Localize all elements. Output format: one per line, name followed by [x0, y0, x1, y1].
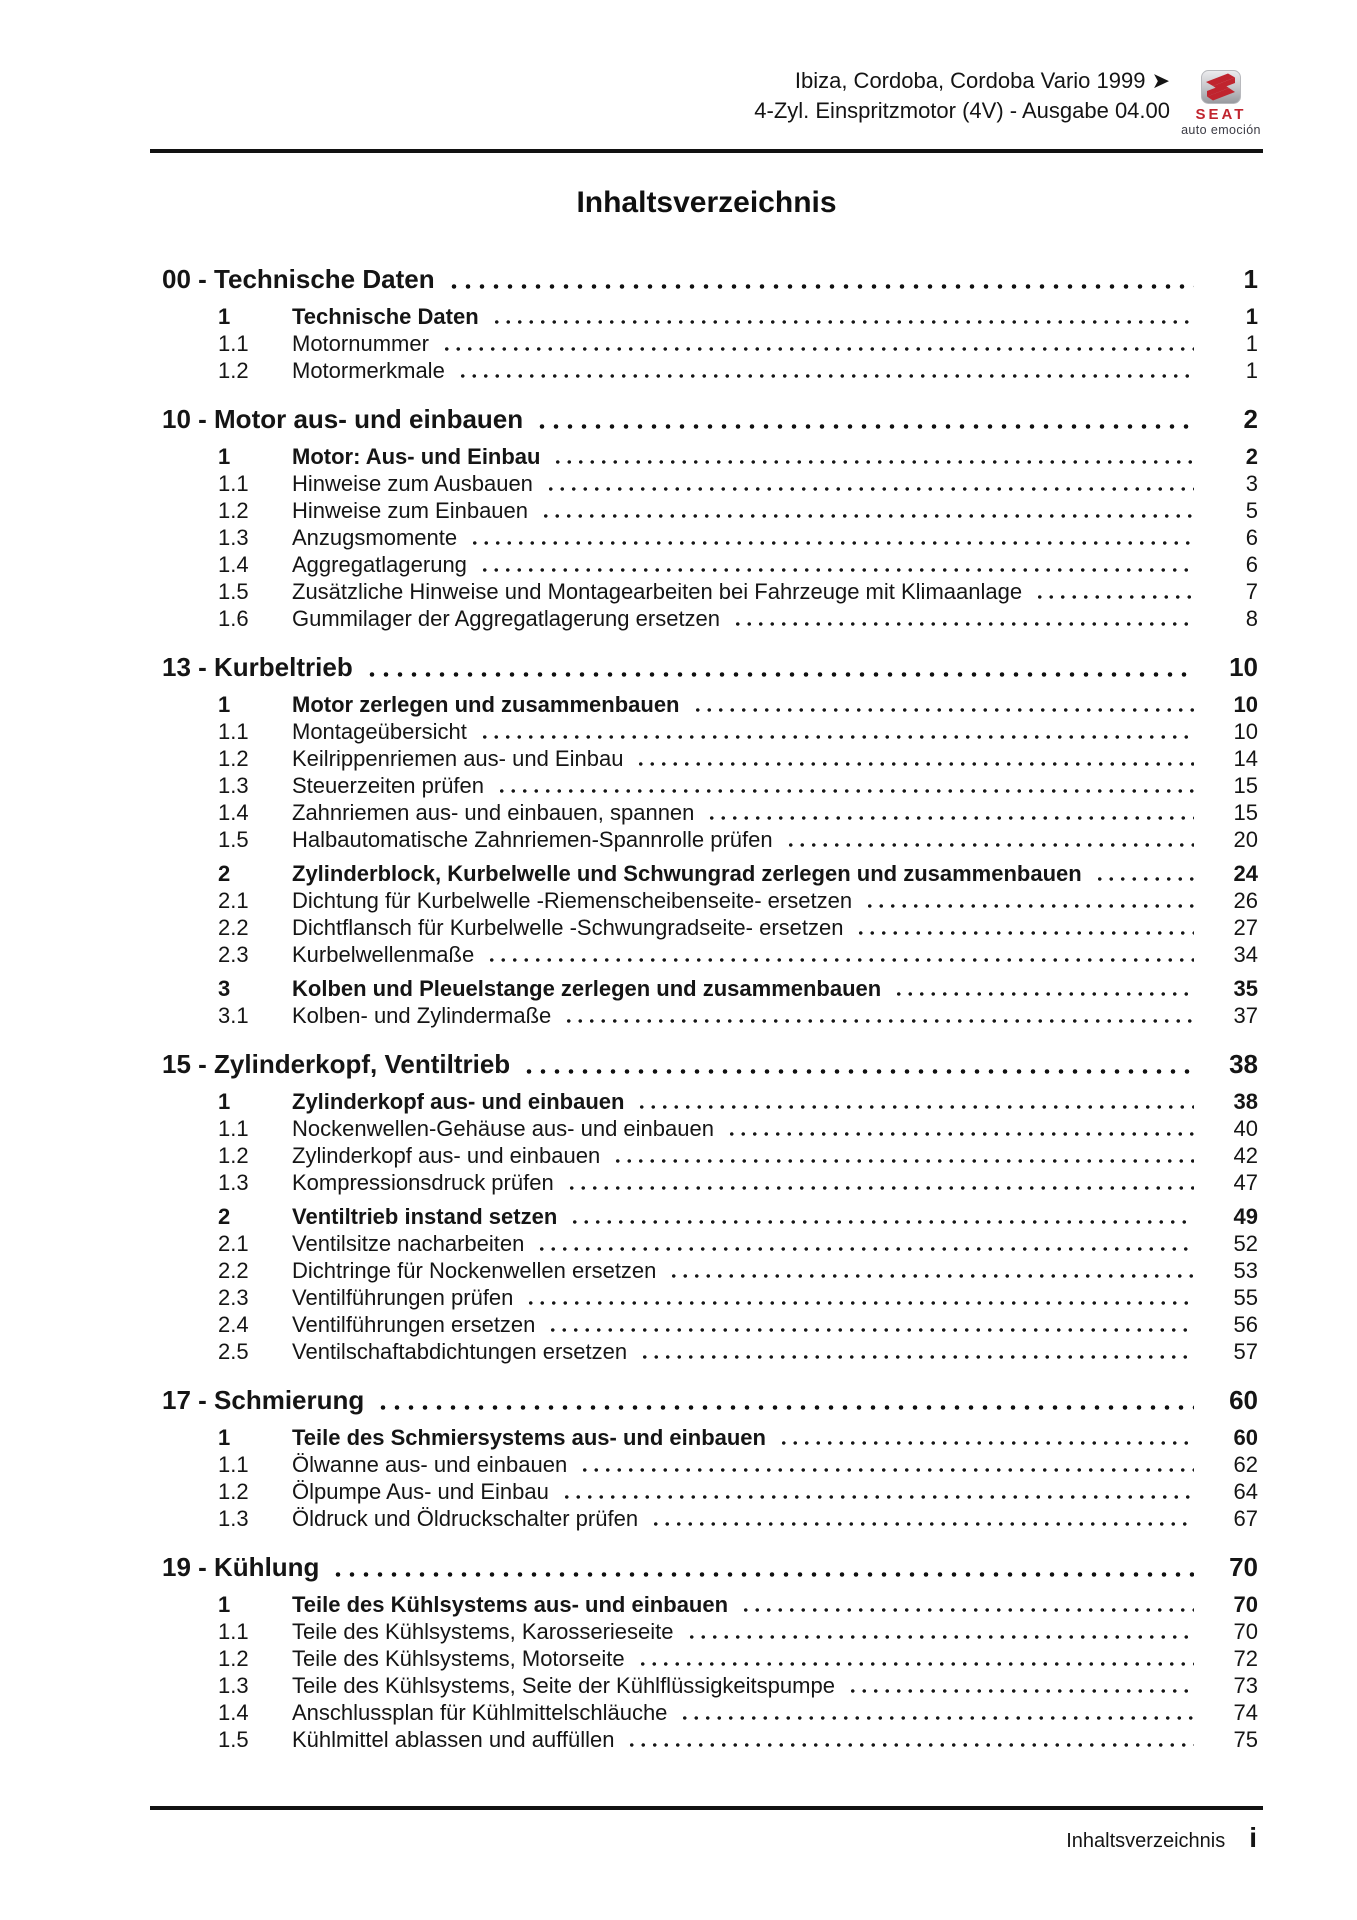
- toc-entry-title: Hinweise zum Einbauen: [292, 498, 529, 523]
- toc-entry-row: [218, 443, 1258, 470]
- toc-entry-title: Ölpumpe Aus- und Einbau: [292, 1479, 549, 1504]
- toc-entry-page: 10: [1233, 692, 1258, 717]
- header-model-line: Ibiza, Cordoba, Cordoba Vario 1999 ➤: [794, 68, 1170, 93]
- toc-entry-title: Ölwanne aus- und einbauen: [292, 1452, 568, 1477]
- toc-entry-number: 1: [218, 692, 231, 717]
- toc-section-page: 1: [1243, 264, 1258, 294]
- toc-entry-page: 27: [1233, 915, 1258, 940]
- dot-leader: [331, 1550, 1194, 1584]
- toc-entry-page: 74: [1233, 1700, 1258, 1725]
- toc-entry-title: Hinweise zum Ausbauen: [292, 471, 533, 496]
- toc-entry-number: 2.1: [218, 1231, 249, 1256]
- toc-section-page: 10: [1229, 652, 1258, 682]
- toc-entry-number: 2.3: [218, 1285, 249, 1310]
- toc-section-page: 60: [1229, 1385, 1258, 1415]
- toc-entry-number: 1.4: [218, 1700, 249, 1725]
- dot-leader: [457, 357, 1194, 384]
- dot-leader: [552, 443, 1194, 470]
- toc-entry-title: Teile des Kühlsystems aus- und einbauen: [292, 1592, 729, 1617]
- toc-entry-row: [218, 860, 1258, 887]
- toc-entry-page: 26: [1233, 888, 1258, 913]
- toc-entry-title: Ventilsitze nacharbeiten: [292, 1231, 525, 1256]
- toc-entry-title: Zylinderkopf aus- und einbauen: [292, 1143, 601, 1168]
- toc-entry-page: 3: [1245, 471, 1258, 496]
- toc-entry-title: Teile des Kühlsystems, Karosserieseite: [292, 1619, 674, 1644]
- dot-leader: [479, 551, 1194, 578]
- toc-section-label: 00 - Technische Daten: [162, 264, 435, 294]
- toc-entry-page: 67: [1233, 1506, 1258, 1531]
- toc-section-label: 10 - Motor aus- und einbauen: [162, 404, 524, 434]
- toc-entry-number: 1.3: [218, 1506, 249, 1531]
- toc-entry-number: 1.3: [218, 1673, 249, 1698]
- dot-leader: [855, 914, 1194, 941]
- dot-leader: [486, 941, 1194, 968]
- dot-leader: [566, 1169, 1194, 1196]
- toc-entry-page: 10: [1233, 719, 1258, 744]
- toc-entry-number: 1.2: [218, 1646, 249, 1671]
- toc-entry-title: Aggregatlagerung: [292, 552, 467, 577]
- footer-page-number: i: [1249, 1822, 1257, 1853]
- toc-entry-row: [218, 330, 1258, 357]
- toc-entry-row: [218, 497, 1258, 524]
- toc-entry-number: 2.1: [218, 888, 249, 913]
- toc-entry-row: [218, 1169, 1258, 1196]
- seat-emblem-icon: [1201, 70, 1241, 104]
- toc-entry-page: 57: [1233, 1339, 1258, 1364]
- dot-leader: [637, 1645, 1194, 1672]
- dot-leader: [479, 718, 1194, 745]
- dot-leader: [535, 402, 1194, 436]
- toc-entry-row: [218, 605, 1258, 632]
- toc-entry-number: 1.2: [218, 1479, 249, 1504]
- toc-entry-page: 34: [1233, 942, 1258, 967]
- toc-section-label: 19 - Kühlung: [162, 1552, 320, 1582]
- toc-entry-row: [218, 772, 1258, 799]
- dot-leader: [547, 1311, 1194, 1338]
- seat-tagline: auto emoción: [1181, 123, 1261, 137]
- dot-leader: [686, 1618, 1195, 1645]
- toc-entry-title: Kurbelwellenmaße: [292, 942, 475, 967]
- toc-section-row: [162, 1383, 1258, 1417]
- toc-entry-title: Motornummer: [292, 331, 429, 356]
- toc-entry-title: Kühlmittel ablassen und auffüllen: [292, 1727, 615, 1752]
- dot-leader: [668, 1257, 1194, 1284]
- toc-entry-title: Kolben- und Zylindermaße: [292, 1003, 552, 1028]
- footer-label: Inhaltsverzeichnis: [1066, 1830, 1226, 1852]
- page-content: [150, 0, 1263, 1920]
- toc-entry-number: 2.3: [218, 942, 249, 967]
- dot-leader: [726, 1115, 1194, 1142]
- toc-entry-number: 1.2: [218, 498, 249, 523]
- dot-leader: [1034, 578, 1194, 605]
- seat-wordmark: SEAT: [1195, 106, 1247, 123]
- dot-leader: [496, 772, 1194, 799]
- footer-rule: [150, 1806, 1263, 1810]
- toc-entry-page: 14: [1233, 746, 1258, 771]
- toc-entry-page: 73: [1233, 1673, 1258, 1698]
- toc-entry-title: Steuerzeiten prüfen: [292, 773, 485, 798]
- toc-entry-page: 7: [1245, 579, 1258, 604]
- header-rule: [150, 149, 1263, 153]
- toc-section-page: 70: [1229, 1552, 1258, 1582]
- dot-leader: [778, 1424, 1194, 1451]
- page-header: [150, 66, 1263, 126]
- dot-leader: [1094, 860, 1194, 887]
- dot-leader: [650, 1505, 1194, 1532]
- toc-entry-title: Kolben und Pleuelstange zerlegen und zusammenbauen: [292, 976, 882, 1001]
- toc-entry-number: 1.1: [218, 719, 249, 744]
- dot-leader: [536, 1230, 1194, 1257]
- toc-entry-title: Ventilschaftabdichtungen ersetzen: [292, 1339, 628, 1364]
- dot-leader: [635, 745, 1194, 772]
- toc-section-row: [162, 1550, 1258, 1584]
- toc-entry-title: Öldruck und Öldruckschalter prüfen: [292, 1506, 639, 1531]
- toc-entry-row: [218, 718, 1258, 745]
- dot-leader: [639, 1338, 1194, 1365]
- dot-leader: [864, 887, 1194, 914]
- toc-entry-row: [218, 1478, 1258, 1505]
- toc-entry-page: 20: [1233, 827, 1258, 852]
- toc-entry-page: 1: [1245, 304, 1258, 329]
- toc-entry-row: [218, 1002, 1258, 1029]
- dot-leader: [626, 1726, 1194, 1753]
- toc-entry-row: [218, 1645, 1258, 1672]
- toc-entry-row: [218, 1672, 1258, 1699]
- dot-leader: [561, 1478, 1194, 1505]
- toc-entry-title: Nockenwellen-Gehäuse aus- und einbauen: [292, 1116, 714, 1141]
- toc-entry-title: Ventilführungen prüfen: [292, 1285, 514, 1310]
- dot-leader: [469, 524, 1194, 551]
- toc-entry-row: [218, 914, 1258, 941]
- toc-entry-page: 8: [1245, 606, 1258, 631]
- toc-entry-number: 1.5: [218, 827, 249, 852]
- toc-entry-page: 6: [1245, 525, 1258, 550]
- toc-entry-title: Zusätzliche Hinweise und Montagearbeiten bei Fahrzeuge mit Klimaanlage: [292, 579, 1023, 604]
- dot-leader: [785, 826, 1194, 853]
- toc-entry-page: 38: [1233, 1089, 1258, 1114]
- toc-entry-row: [218, 1284, 1258, 1311]
- dot-leader: [365, 650, 1194, 684]
- toc-entry-number: 1.3: [218, 773, 249, 798]
- toc-entry-row: [218, 975, 1258, 1002]
- toc-entry-number: 2.2: [218, 915, 249, 940]
- toc-entry-row: [218, 1115, 1258, 1142]
- toc-entry-number: 1: [218, 304, 231, 329]
- toc-entry-page: 56: [1233, 1312, 1258, 1337]
- toc-entry-number: 2: [218, 1204, 231, 1229]
- toc-entry-page: 15: [1233, 800, 1258, 825]
- toc-entry-row: [218, 941, 1258, 968]
- toc-entry-row: [218, 1088, 1258, 1115]
- toc-entry-title: Teile des Kühlsystems, Seite der Kühlflüssigkeitspumpe: [292, 1673, 835, 1698]
- toc-entry-page: 2: [1245, 444, 1258, 469]
- toc-entry-page: 62: [1233, 1452, 1258, 1477]
- toc-entry-row: [218, 745, 1258, 772]
- page-footer: [150, 1822, 1257, 1854]
- toc-entry-title: Dichtflansch für Kurbelwelle -Schwungradseite- ersetzen: [292, 915, 844, 940]
- toc-entry-title: Ventiltrieb instand setzen: [292, 1204, 558, 1229]
- toc-entry-row: [218, 303, 1258, 330]
- toc-entry-title: Halbautomatische Zahnriemen-Spannrolle prüfen: [292, 827, 773, 852]
- toc-entry-page: 40: [1233, 1116, 1258, 1141]
- toc-entry-number: 1.2: [218, 746, 249, 771]
- dot-leader: [636, 1088, 1194, 1115]
- toc-entry-row: [218, 1424, 1258, 1451]
- toc-entry-number: 3.1: [218, 1003, 249, 1028]
- toc-section-label: 15 - Zylinderkopf, Ventiltrieb: [162, 1049, 511, 1079]
- toc-entry-number: 1: [218, 1089, 231, 1114]
- toc-section-row: [162, 650, 1258, 684]
- dot-leader: [545, 470, 1194, 497]
- toc-entry-row: [218, 1699, 1258, 1726]
- toc-entry-number: 1.5: [218, 579, 249, 604]
- toc-entry-row: [218, 1257, 1258, 1284]
- dot-leader: [447, 262, 1194, 296]
- toc-entry-number: 3: [218, 976, 231, 1001]
- toc-entry-number: 1.4: [218, 552, 249, 577]
- toc-entry-title: Ventilführungen ersetzen: [292, 1312, 536, 1337]
- toc-entry-page: 35: [1233, 976, 1258, 1001]
- toc-entry-row: [218, 1142, 1258, 1169]
- toc-entry-row: [218, 1618, 1258, 1645]
- toc-entry-title: Gummilager der Aggregatlagerung ersetzen: [292, 606, 721, 631]
- toc-entry-page: 75: [1233, 1727, 1258, 1752]
- dot-leader: [563, 1002, 1194, 1029]
- toc-entry-row: [218, 1203, 1258, 1230]
- toc-entry-page: 47: [1233, 1170, 1258, 1195]
- toc-entry-row: [218, 470, 1258, 497]
- toc-entry-number: 1: [218, 1425, 231, 1450]
- toc-entry-page: 1: [1245, 358, 1258, 383]
- toc-entry-number: 1.3: [218, 1170, 249, 1195]
- toc-entry-number: 1: [218, 1592, 231, 1617]
- header-engine-line: 4-Zyl. Einspritzmotor (4V) - Ausgabe 04.00: [754, 98, 1170, 123]
- toc-entry-page: 1: [1245, 331, 1258, 356]
- toc-entry-page: 70: [1233, 1619, 1258, 1644]
- toc-entry-row: [218, 691, 1258, 718]
- dot-leader: [893, 975, 1194, 1002]
- toc-entry-page: 6: [1245, 552, 1258, 577]
- toc-entry-title: Dichtung für Kurbelwelle -Riemenscheibenseite- ersetzen: [292, 888, 853, 913]
- toc-entry-title: Montageübersicht: [292, 719, 467, 744]
- toc-entry-page: 70: [1233, 1592, 1258, 1617]
- toc-entry-row: [218, 524, 1258, 551]
- dot-leader: [579, 1451, 1194, 1478]
- toc-entry-number: 1.1: [218, 331, 249, 356]
- dot-leader: [847, 1672, 1194, 1699]
- dot-leader: [569, 1203, 1194, 1230]
- toc-entry-page: 49: [1233, 1204, 1258, 1229]
- toc-entry-row: [218, 1311, 1258, 1338]
- toc-entry-number: 1.6: [218, 606, 249, 631]
- toc-entry-number: 2.4: [218, 1312, 249, 1337]
- toc-section-page: 38: [1229, 1049, 1258, 1079]
- toc-entry-row: [218, 357, 1258, 384]
- toc-entry-page: 72: [1233, 1646, 1258, 1671]
- toc-entry-page: 64: [1233, 1479, 1258, 1504]
- toc-entry-title: Keilrippenriemen aus- und Einbau: [292, 746, 624, 771]
- toc-entry-row: [218, 1591, 1258, 1618]
- toc-entry-page: 37: [1233, 1003, 1258, 1028]
- dot-leader: [679, 1699, 1194, 1726]
- toc-entry-page: 52: [1233, 1231, 1258, 1256]
- dot-leader: [706, 799, 1194, 826]
- toc-entry-title: Technische Daten: [292, 304, 479, 329]
- toc-entry-row: [218, 1230, 1258, 1257]
- toc-entry-page: 60: [1233, 1425, 1258, 1450]
- toc-entry-page: 15: [1233, 773, 1258, 798]
- toc-entry-number: 2.5: [218, 1339, 249, 1364]
- dot-leader: [376, 1383, 1194, 1417]
- toc-entry-page: 24: [1233, 861, 1258, 886]
- toc-entry-row: [218, 799, 1258, 826]
- toc-entry-title: Kompressionsdruck prüfen: [292, 1170, 554, 1195]
- toc-entry-row: [218, 551, 1258, 578]
- dot-leader: [732, 605, 1194, 632]
- toc-entry-title: Motormerkmale: [292, 358, 445, 383]
- toc-entry-title: Anzugsmomente: [292, 525, 458, 550]
- toc-entry-title: Motor zerlegen und zusammenbauen: [292, 692, 680, 717]
- toc: [162, 244, 1258, 1753]
- toc-section-row: [162, 262, 1258, 296]
- dot-leader: [612, 1142, 1194, 1169]
- toc-entry-number: 1.1: [218, 1452, 249, 1477]
- toc-entry-page: 55: [1233, 1285, 1258, 1310]
- toc-entry-row: [218, 1726, 1258, 1753]
- seat-logo: [1177, 70, 1265, 137]
- toc-entry-page: 5: [1245, 498, 1258, 523]
- dot-leader: [441, 330, 1194, 357]
- page-title: Inhaltsverzeichnis: [576, 186, 837, 219]
- toc-section-page: 2: [1243, 404, 1258, 434]
- toc-entry-title: Zylinderblock, Kurbelwelle und Schwungrad zerlegen und zusammenbauen: [292, 861, 1082, 886]
- toc-entry-title: Dichtringe für Nockenwellen ersetzen: [292, 1258, 657, 1283]
- dot-leader: [692, 691, 1195, 718]
- dot-leader: [740, 1591, 1194, 1618]
- toc-entry-number: 1: [218, 444, 231, 469]
- toc-entry-row: [218, 1451, 1258, 1478]
- toc-entry-title: Anschlussplan für Kühlmittelschläuche: [292, 1700, 668, 1725]
- toc-entry-number: 1.1: [218, 1619, 249, 1644]
- toc-entry-number: 1.4: [218, 800, 249, 825]
- toc-entry-row: [218, 1338, 1258, 1365]
- toc-entry-number: 1.2: [218, 1143, 249, 1168]
- toc-entry-title: Zylinderkopf aus- und einbauen: [292, 1089, 625, 1114]
- toc-entry-number: 1.2: [218, 358, 249, 383]
- toc-entry-number: 1.3: [218, 525, 249, 550]
- toc-entry-row: [218, 578, 1258, 605]
- toc-entry-title: Motor: Aus- und Einbau: [292, 444, 541, 469]
- toc-entry-row: [218, 1505, 1258, 1532]
- toc-entry-title: Teile des Schmiersystems aus- und einbauen: [292, 1425, 766, 1450]
- toc-section-label: 13 - Kurbeltrieb: [162, 652, 353, 682]
- toc-section-row: [162, 1047, 1258, 1081]
- toc-entry-title: Zahnriemen aus- und einbauen, spannen: [292, 800, 695, 825]
- toc-section-label: 17 - Schmierung: [162, 1385, 365, 1415]
- toc-entry-number: 1.1: [218, 471, 249, 496]
- dot-leader: [525, 1284, 1194, 1311]
- toc-entry-number: 1.5: [218, 1727, 249, 1752]
- dot-leader: [522, 1047, 1194, 1081]
- toc-entry-title: Teile des Kühlsystems, Motorseite: [292, 1646, 625, 1671]
- toc-entry-page: 53: [1233, 1258, 1258, 1283]
- dot-leader: [491, 303, 1194, 330]
- toc-entry-row: [218, 826, 1258, 853]
- toc-entry-page: 42: [1233, 1143, 1258, 1168]
- toc-entry-number: 2: [218, 861, 231, 886]
- toc-entry-number: 1.1: [218, 1116, 249, 1141]
- toc-entry-number: 2.2: [218, 1258, 249, 1283]
- dot-leader: [540, 497, 1194, 524]
- toc-entry-row: [218, 887, 1258, 914]
- toc-section-row: [162, 402, 1258, 436]
